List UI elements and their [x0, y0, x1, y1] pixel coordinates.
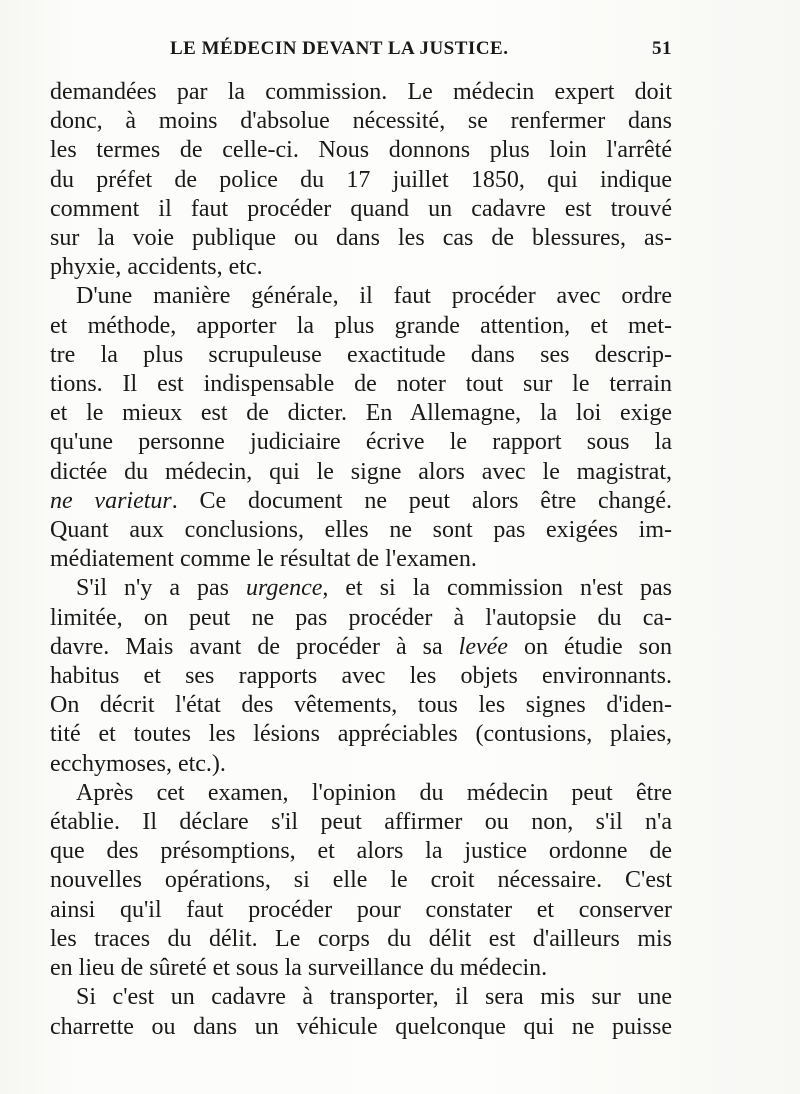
paragraph	[50, 983, 672, 1041]
text-line: comment il faut procéder quand un cadavre est trouvé	[50, 195, 672, 222]
text-line: demandées par la commission. Le médecin expert doit	[50, 79, 672, 105]
italic-term: levée	[458, 633, 508, 660]
text-line: établie. Il déclare s'il peut affirmer ou non, s'il n'a	[50, 809, 672, 836]
body-text	[50, 78, 672, 1042]
text-line: que des présomptions, et alors la justice ordonne de	[50, 838, 672, 865]
text-line: ainsi qu'il faut procéder pour constater et conserver	[50, 896, 672, 923]
running-head	[170, 38, 672, 76]
text-line: du préfet de police du 17 juillet 1850, qui indique	[50, 166, 672, 193]
text-line: Après cet examen, l'opinion du médecin peut être	[76, 779, 672, 806]
text-line: tre la plus scrupuleuse exactitude dans ses descrip-	[50, 341, 672, 368]
text-line: donc, à moins d'absolue nécessité, se renfermer dans	[50, 108, 672, 135]
paragraph	[50, 78, 672, 282]
text-line: tité et toutes les lésions appréciables (contusions, plaies,	[50, 721, 672, 748]
text-line: On décrit l'état des vêtements, tous les signes d'iden-	[50, 692, 672, 719]
text-line: et méthode, apporter la plus grande attention, et met-	[50, 312, 672, 339]
text-line: et le mieux est de dicter. En Allemagne, la loi exige	[50, 400, 672, 427]
text-line: ne varietur. Ce document ne peut alors être changé.	[50, 487, 672, 514]
page-number: 51	[652, 38, 672, 59]
text-line: en lieu de sûreté et sous la surveillance du médecin.	[50, 955, 548, 982]
text-line: tions. Il est indispensable de noter tout sur le terrain	[50, 371, 672, 398]
text-line: sur la voie publique ou dans les cas de blessures, as-	[50, 225, 672, 252]
text-line: D'une manière générale, il faut procéder avec ordre	[76, 283, 672, 310]
text-line: nouvelles opérations, si elle le croit nécessaire. C'est	[50, 867, 672, 894]
text-line: dictée du médecin, qui le signe alors avec le magistrat,	[50, 458, 672, 485]
text-line: phyxie, accidents, etc.	[50, 254, 263, 281]
running-title: LE MÉDECIN DEVANT LA JUSTICE.	[170, 38, 509, 59]
text-line: limitée, on peut ne pas procéder à l'autopsie du ca-	[50, 604, 672, 631]
text-line: S'il n'y a pas urgence, et si la commission n'est pas	[76, 575, 672, 602]
paragraph	[50, 282, 672, 574]
italic-term: ne varietur	[50, 487, 172, 514]
paragraph	[50, 779, 672, 983]
text-line: Quant aux conclusions, elles ne sont pas exigées im-	[50, 517, 672, 544]
text-line: davre. Mais avant de procéder à sa levée on étudie son	[50, 633, 672, 660]
text-line: Si c'est un cadavre à transporter, il sera mis sur une	[76, 984, 672, 1011]
paragraph	[50, 574, 672, 778]
text-line: qu'une personne judiciaire écrive le rapport sous la	[50, 429, 672, 456]
text-line: les termes de celle-ci. Nous donnons plus loin l'arrêté	[50, 137, 672, 164]
text-line: habitus et ses rapports avec les objets environnants.	[50, 663, 672, 690]
text-line: médiatement comme le résultat de l'examen.	[50, 546, 477, 573]
italic-term: urgence	[245, 575, 323, 602]
text-line: les traces du délit. Le corps du délit est d'ailleurs mis	[50, 925, 672, 952]
text-line: charrette ou dans un véhicule quelconque qui ne puisse	[50, 1013, 672, 1040]
text-line: ecchymoses, etc.).	[50, 750, 226, 777]
